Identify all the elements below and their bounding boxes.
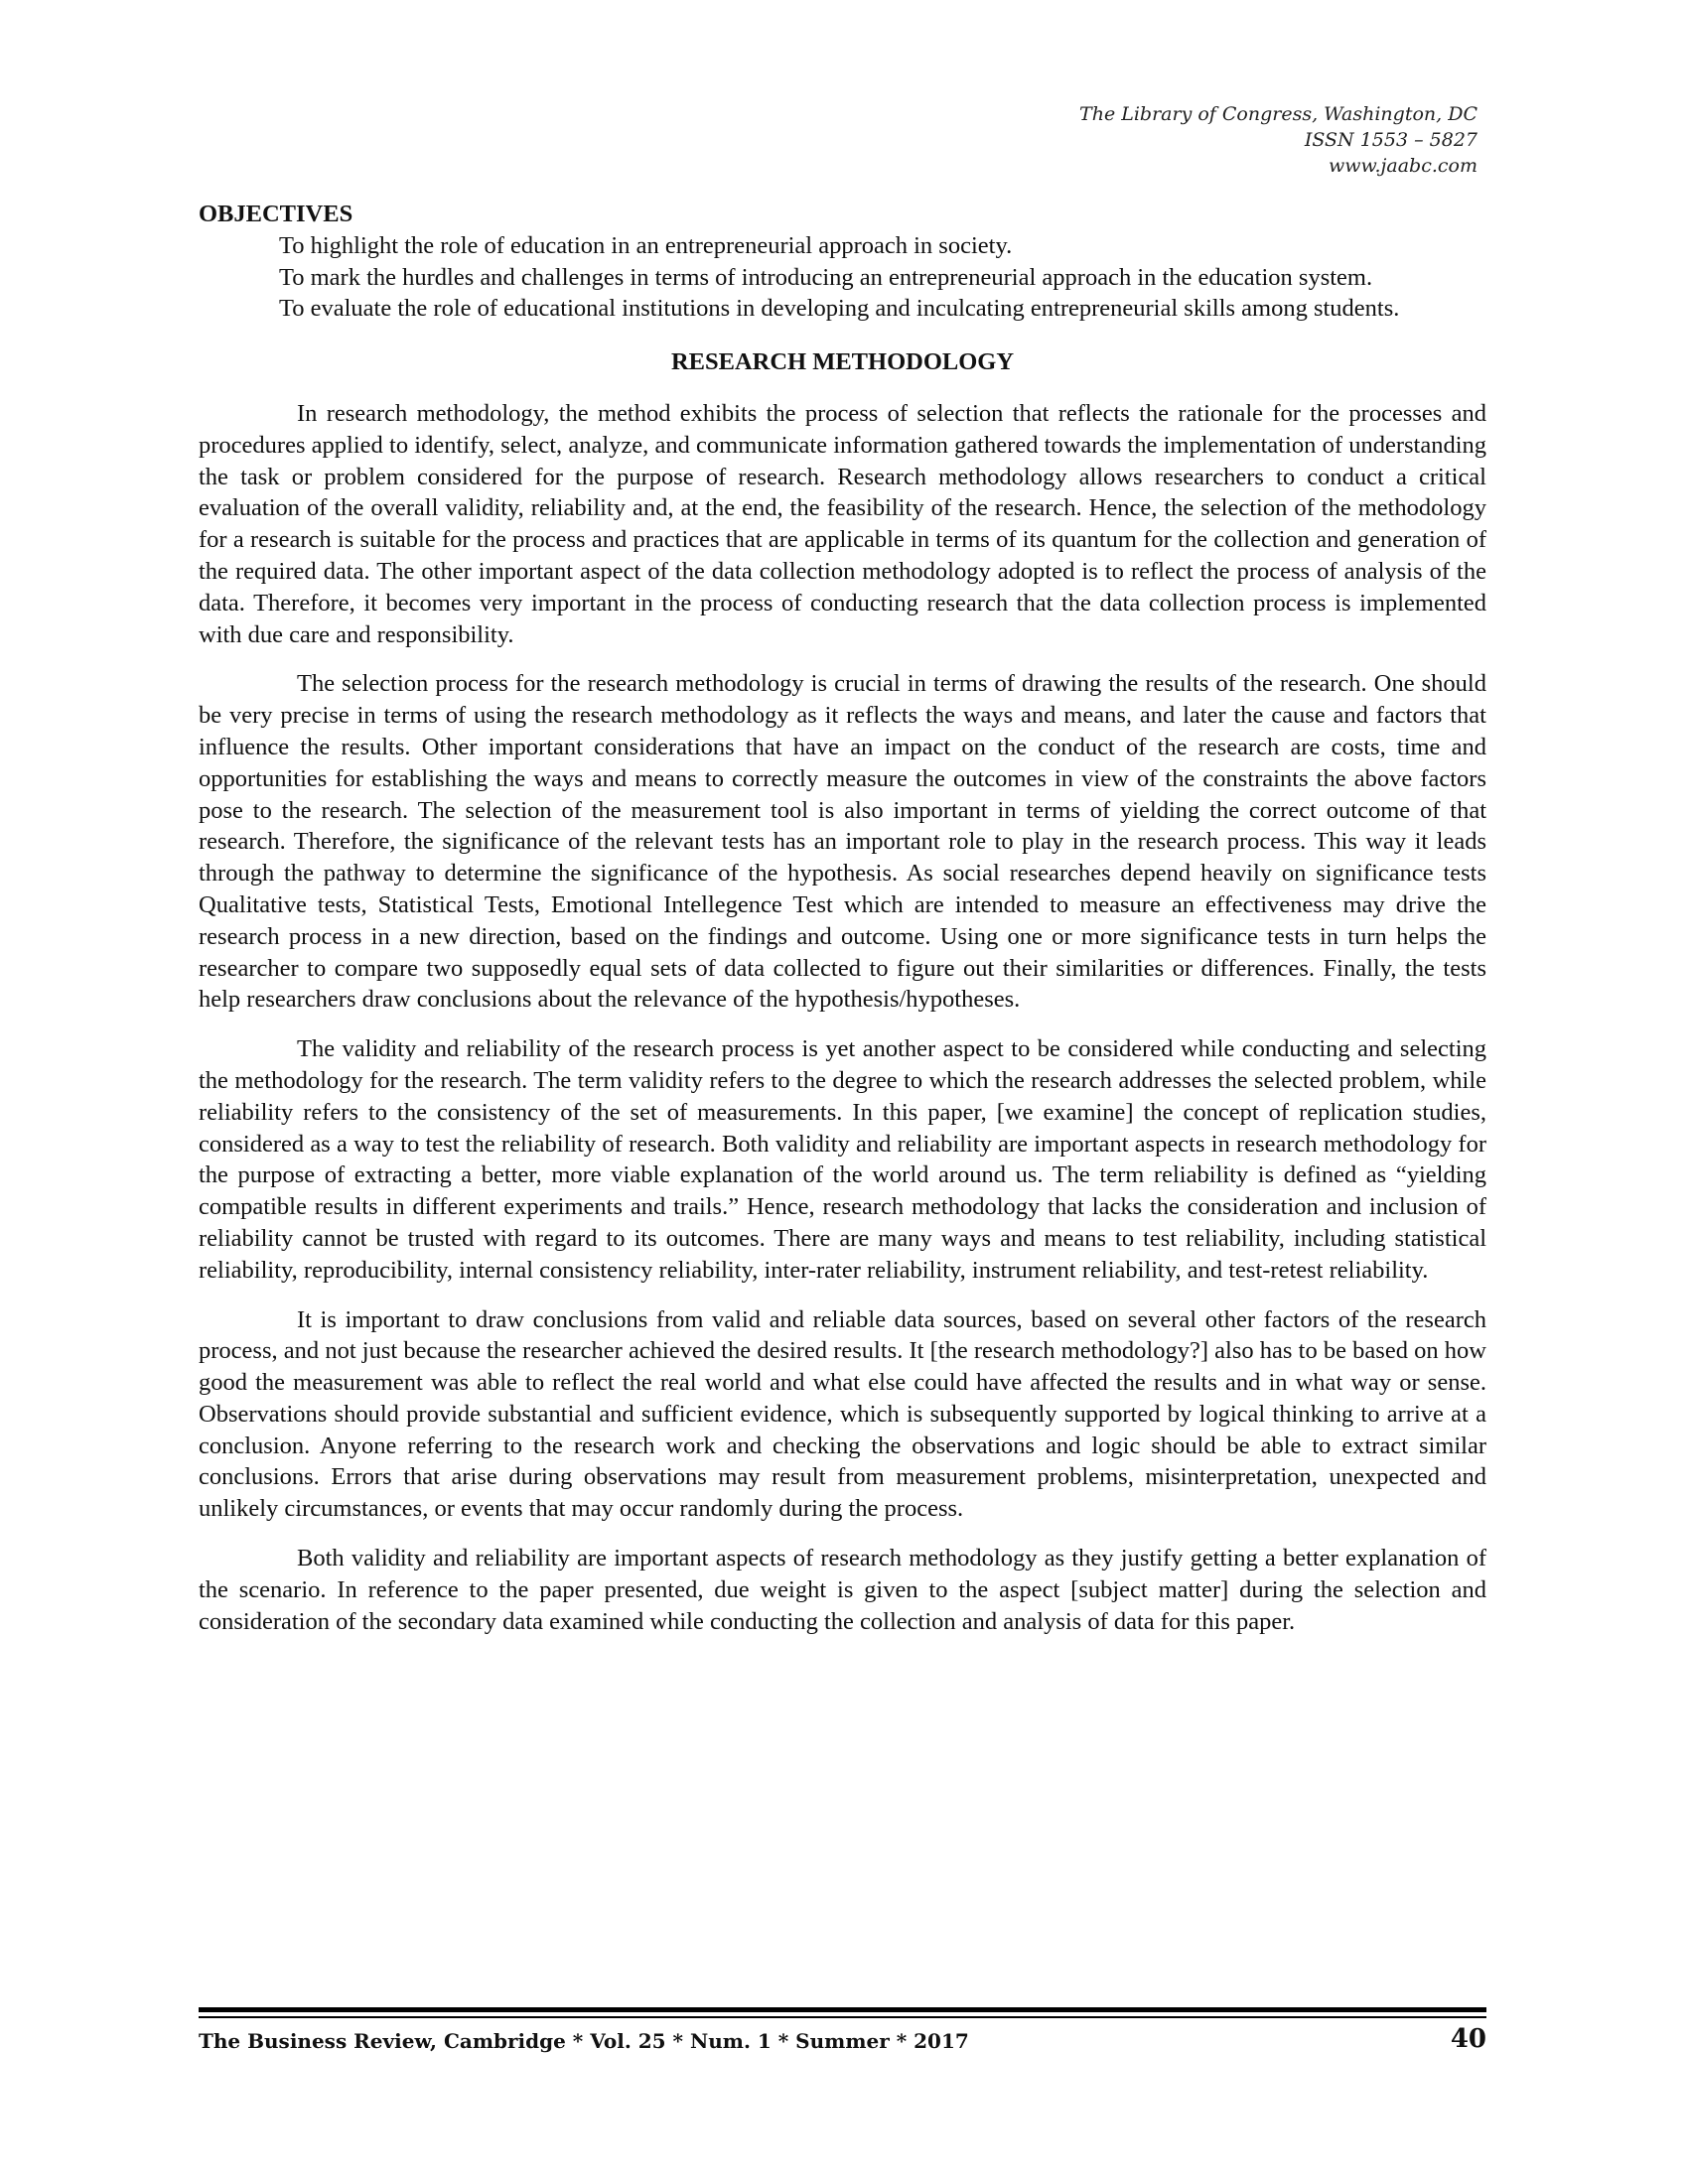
- objectives-list: [199, 230, 1486, 325]
- main-content: [199, 199, 1486, 1655]
- footer-divider-thick: [199, 2007, 1486, 2012]
- objective-item: To mark the hurdles and challenges in terms of introducing an entrepreneurial approach in the education system.: [279, 263, 1373, 291]
- header-library-line: The Library of Congress, Washington, DC: [1079, 103, 1477, 125]
- footer-journal-citation: The Business Review, Cambridge * Vol. 25 * Num. 1 * Summer * 2017: [199, 2029, 969, 2053]
- objective-item: To highlight the role of education in an entrepreneurial approach in society.: [279, 231, 1013, 259]
- page-number: 40: [1450, 2024, 1486, 2054]
- header-issn-line: ISSN 1553 – 5827: [1304, 129, 1477, 151]
- body-paragraph: In research methodology, the method exhibits the process of selection that reflects the rationale for the processes and procedures applied to identify, select, analyze, and communicate information gathered towards the implementation of understanding the task or problem considered for the purpose of research. Research methodology allows researchers to conduct a critical evaluation of the overall validity, reliability and, at the end, the feasibility of the research. Hence, the selection of the methodology for a research is suitable for the process and practices that are applicable in terms of its quantum for the collection and generation of the required data. The other important aspect of the data collection methodology adopted is to reflect the process of analysis of the data. Therefore, it becomes very important in the process of conducting research that the data collection process is implemented with due care and responsibility.: [199, 399, 1486, 648]
- body-paragraph: Both validity and reliability are important aspects of research methodology as they justify getting a better explanation of the scenario. In reference to the paper presented, due weight is given to the aspect [subject matter] during the selection and consideration of the secondary data examined while conducting the collection and analysis of data for this paper.: [199, 1545, 1486, 1635]
- body-paragraph: The selection process for the research methodology is crucial in terms of drawing the results of the research. One should be very precise in terms of using the research methodology as it reflects the ways and means, and later the cause and factors that influence the results. Other important considerations that have an impact on the conduct of the research are costs, time and opportunities for establishing the ways and means to correctly measure the outcomes in view of the constraints the above factors pose to the research. The selection of the measurement tool is also important in terms of yielding the correct outcome of that research. Therefore, the significance of the relevant tests has an important role to play in the research process. This way it leads through the pathway to determine the significance of the hypothesis. As social researches depend heavily on significance tests Qualitative tests, Statistical Tests, Emotional Intellegence Test which are intended to measure an effectiveness may drive the research process in a new direction, based on the findings and outcome. Using one or more significance tests in turn helps the researcher to compare two supposedly equal sets of data collected to figure out their similarities or differences. Finally, the tests help researchers draw conclusions about the relevance of the hypothesis/hypotheses.: [199, 670, 1486, 1014]
- footer-divider-thin: [199, 2016, 1486, 2018]
- body-paragraph: It is important to draw conclusions from valid and reliable data sources, based on several other factors of the research process, and not just because the researcher achieved the desired results. It [the research methodology?] also has to be based on how good the measurement was able to reflect the real world and what else could have affected the results and in what way or sense. Observations should provide substantial and sufficient evidence, which is subsequently supported by logical thinking to arrive at a conclusion. Anyone referring to the research work and checking the observations and logic should be able to extract similar conclusions. Errors that arise during observations may result from measurement problems, misinterpretation, unexpected and unlikely circumstances, or events that may occur randomly during the process.: [199, 1305, 1486, 1523]
- objective-item: To evaluate the role of educational institutions in developing and inculcating entrepreneurial skills among students.: [279, 295, 1400, 323]
- body-paragraph: The validity and reliability of the research process is yet another aspect to be considered while conducting and selecting the methodology for the research. The term validity refers to the degree to which the research addresses the selected problem, while reliability refers to the consistency of the set of measurements. In this paper, [we examine] the concept of replication studies, considered as a way to test the reliability of research. Both validity and reliability are important aspects in research methodology for the purpose of extracting a better, more viable explanation of the world around us. The term reliability is defined as “yielding compatible results in different experiments and trails.” Hence, research methodology that lacks the consideration and inclusion of reliability cannot be trusted with regard to its outcomes. There are many ways and means to test reliability, including statistical reliability, reproducibility, internal consistency reliability, inter-rater reliability, instrument reliability, and test-retest reliability.: [199, 1035, 1486, 1284]
- running-header: [1079, 101, 1477, 179]
- research-methodology-heading: RESEARCH METHODOLOGY: [670, 348, 1015, 376]
- header-website-line: www.jaabc.com: [1328, 155, 1477, 177]
- objectives-heading: OBJECTIVES: [199, 201, 353, 227]
